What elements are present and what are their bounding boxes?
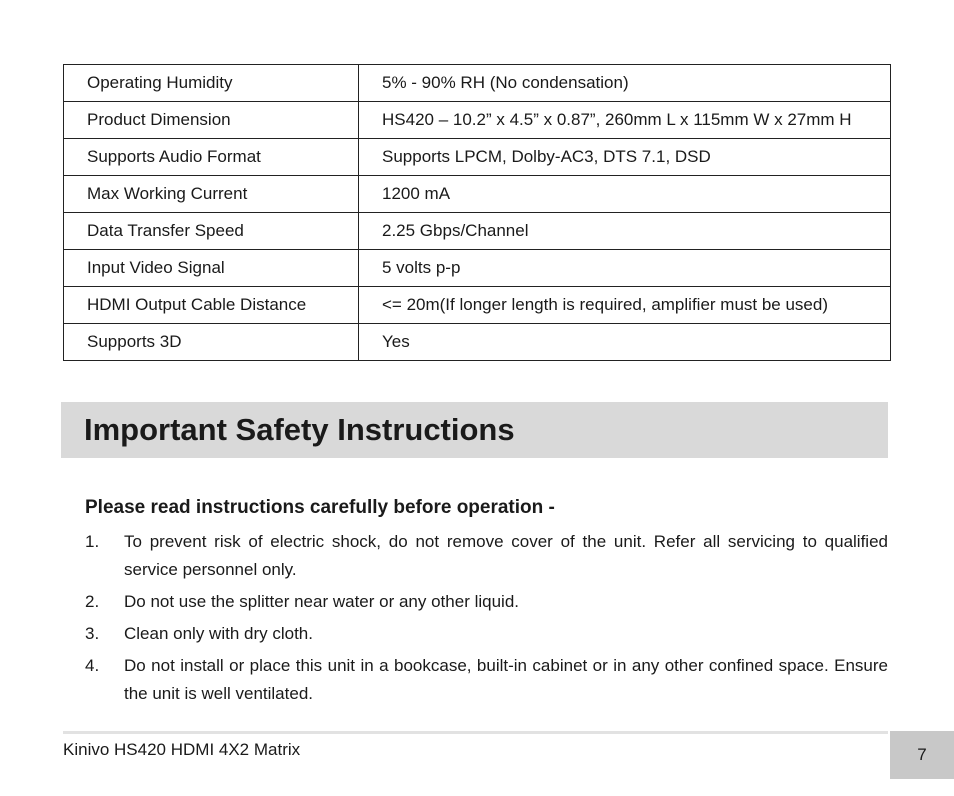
table-row xyxy=(64,176,891,213)
spec-value: 5% - 90% RH (No condensation) xyxy=(359,65,891,102)
table-row xyxy=(64,287,891,324)
footer-divider xyxy=(63,731,888,734)
table-row xyxy=(64,324,891,361)
list-item xyxy=(85,652,888,708)
list-item-text: Do not use the splitter near water or any other liquid. xyxy=(124,592,519,611)
spec-value: 1200 mA xyxy=(359,176,891,213)
list-item-number: 2. xyxy=(85,592,100,611)
list-item-text: Clean only with dry cloth. xyxy=(124,624,313,643)
spec-label: Input Video Signal xyxy=(64,250,359,287)
table-row xyxy=(64,213,891,250)
instructions-list xyxy=(85,528,888,712)
list-item-number: 3. xyxy=(85,624,100,643)
spec-label: Max Working Current xyxy=(64,176,359,213)
footer-product-name: Kinivo HS420 HDMI 4X2 Matrix xyxy=(63,740,301,759)
table-row xyxy=(64,139,891,176)
spec-label: Data Transfer Speed xyxy=(64,213,359,250)
spec-value: 5 volts p-p xyxy=(359,250,891,287)
page-number: 7 xyxy=(890,731,954,779)
table-row xyxy=(64,102,891,139)
list-item-text: Do not install or place this unit in a bookcase, built-in cabinet or in any other confined space. Ensure the unit is well ventilated. xyxy=(124,656,888,703)
spec-label: Product Dimension xyxy=(64,102,359,139)
spec-table xyxy=(63,64,891,361)
table-row xyxy=(64,65,891,102)
spec-value: <= 20m(If longer length is required, amplifier must be used) xyxy=(359,287,891,324)
spec-label: Supports Audio Format xyxy=(64,139,359,176)
section-title: Important Safety Instructions xyxy=(84,412,515,447)
list-item-number: 4. xyxy=(85,656,100,675)
instructions-lead: Please read instructions carefully before operation - xyxy=(85,497,555,518)
list-item-number: 1. xyxy=(85,532,100,551)
spec-value: 2.25 Gbps/Channel xyxy=(359,213,891,250)
spec-value: Supports LPCM, Dolby-AC3, DTS 7.1, DSD xyxy=(359,139,891,176)
list-item xyxy=(85,620,888,648)
section-header xyxy=(61,402,888,458)
spec-label: HDMI Output Cable Distance xyxy=(64,287,359,324)
table-row xyxy=(64,250,891,287)
list-item xyxy=(85,528,888,584)
spec-value: Yes xyxy=(359,324,891,361)
spec-label: Operating Humidity xyxy=(64,65,359,102)
spec-label: Supports 3D xyxy=(64,324,359,361)
list-item xyxy=(85,588,888,616)
spec-value: HS420 – 10.2” x 4.5” x 0.87”, 260mm L x 115mm W x 27mm H xyxy=(359,102,891,139)
list-item-text: To prevent risk of electric shock, do not remove cover of the unit. Refer all servicing to qualified service personnel only. xyxy=(124,532,888,579)
